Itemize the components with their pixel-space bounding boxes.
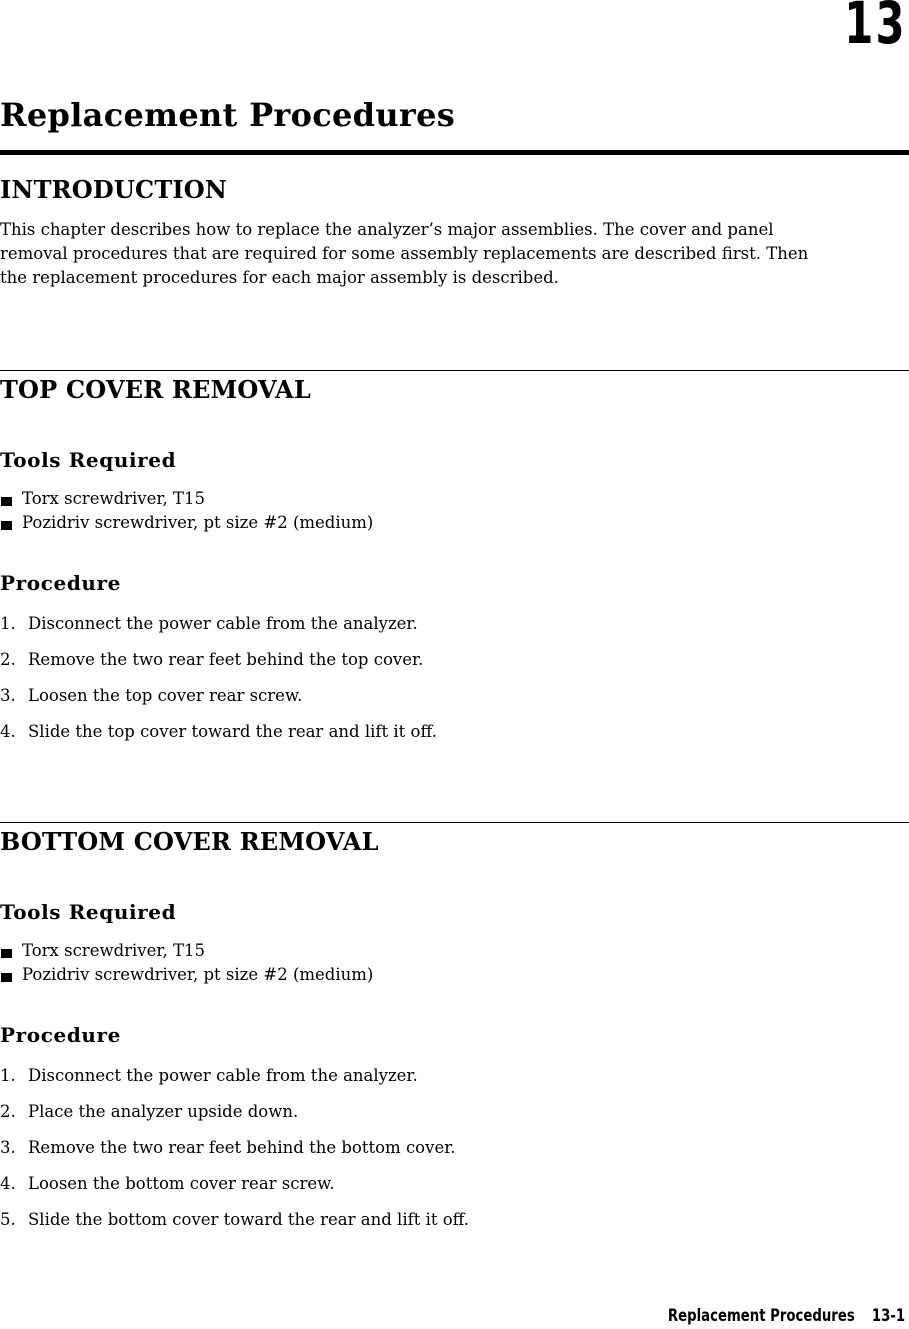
step-text: Slide the bottom cover toward the rear and lift it off. [28, 1210, 470, 1229]
step-text: Remove the two rear feet behind the top cover. [28, 650, 424, 669]
step-item [0, 648, 437, 684]
bottom-cover-heading: BOTTOM COVER REMOVAL [0, 827, 379, 856]
section-rule [0, 370, 909, 371]
bullet-square-icon [1, 949, 12, 958]
tool-text: Pozidriv screwdriver, pt size #2 (medium) [22, 513, 374, 532]
step-item [0, 1064, 469, 1100]
step-text: Remove the two rear feet behind the bottom cover. [28, 1138, 456, 1157]
list-item [0, 939, 373, 963]
chapter-title: Replacement Procedures [0, 96, 456, 134]
section-rule [0, 822, 909, 823]
bottom-cover-steps [0, 1064, 469, 1244]
title-rule [0, 150, 909, 155]
introduction-line: This chapter describes how to replace the analyzer’s major assemblies. The cover and panel [0, 220, 774, 239]
step-item [0, 1208, 469, 1244]
tool-text: Torx screwdriver, T15 [22, 489, 205, 508]
step-number: 3. [0, 686, 16, 705]
step-text: Disconnect the power cable from the analyzer. [28, 1066, 418, 1085]
page-number: 13-1 [871, 1306, 905, 1326]
bullet-square-icon [1, 497, 12, 506]
list-item [0, 963, 373, 987]
step-item [0, 1100, 469, 1136]
step-text: Slide the top cover toward the rear and lift it off. [28, 722, 437, 741]
tool-text: Torx screwdriver, T15 [22, 941, 205, 960]
step-text: Place the analyzer upside down. [28, 1102, 299, 1121]
page-footer [668, 1306, 905, 1326]
step-number: 5. [0, 1210, 16, 1229]
footer-section: Replacement Procedures [667, 1306, 855, 1326]
top-cover-steps [0, 612, 437, 756]
top-cover-heading: TOP COVER REMOVAL [0, 375, 311, 404]
step-number: 4. [0, 722, 16, 741]
bottom-cover-tools-list [0, 939, 373, 987]
step-item [0, 720, 437, 756]
step-item [0, 684, 437, 720]
list-item [0, 487, 373, 511]
step-number: 2. [0, 650, 16, 669]
step-number: 1. [0, 614, 16, 633]
step-number: 3. [0, 1138, 16, 1157]
bullet-square-icon [1, 521, 12, 530]
step-number: 2. [0, 1102, 16, 1121]
top-cover-tools-list [0, 487, 373, 535]
introduction-line: removal procedures that are required for some assembly replacements are described first. Then [0, 244, 809, 263]
step-text: Loosen the bottom cover rear screw. [28, 1174, 335, 1193]
top-cover-tools-heading: Tools Required [0, 448, 177, 472]
bottom-cover-procedure-heading: Procedure [0, 1023, 122, 1047]
step-item [0, 1136, 469, 1172]
step-item [0, 1172, 469, 1208]
introduction-line: the replacement procedures for each major assembly is described. [0, 268, 559, 287]
step-text: Loosen the top cover rear screw. [28, 686, 303, 705]
bullet-square-icon [1, 973, 12, 982]
list-item [0, 511, 373, 535]
top-cover-procedure-heading: Procedure [0, 571, 122, 595]
step-text: Disconnect the power cable from the analyzer. [28, 614, 418, 633]
introduction-heading: INTRODUCTION [0, 175, 228, 204]
tool-text: Pozidriv screwdriver, pt size #2 (medium) [22, 965, 374, 984]
introduction-paragraph [0, 218, 909, 290]
bottom-cover-tools-heading: Tools Required [0, 900, 177, 924]
step-number: 1. [0, 1066, 16, 1085]
chapter-number: 13 [844, 0, 907, 57]
step-item [0, 612, 437, 648]
step-number: 4. [0, 1174, 16, 1193]
